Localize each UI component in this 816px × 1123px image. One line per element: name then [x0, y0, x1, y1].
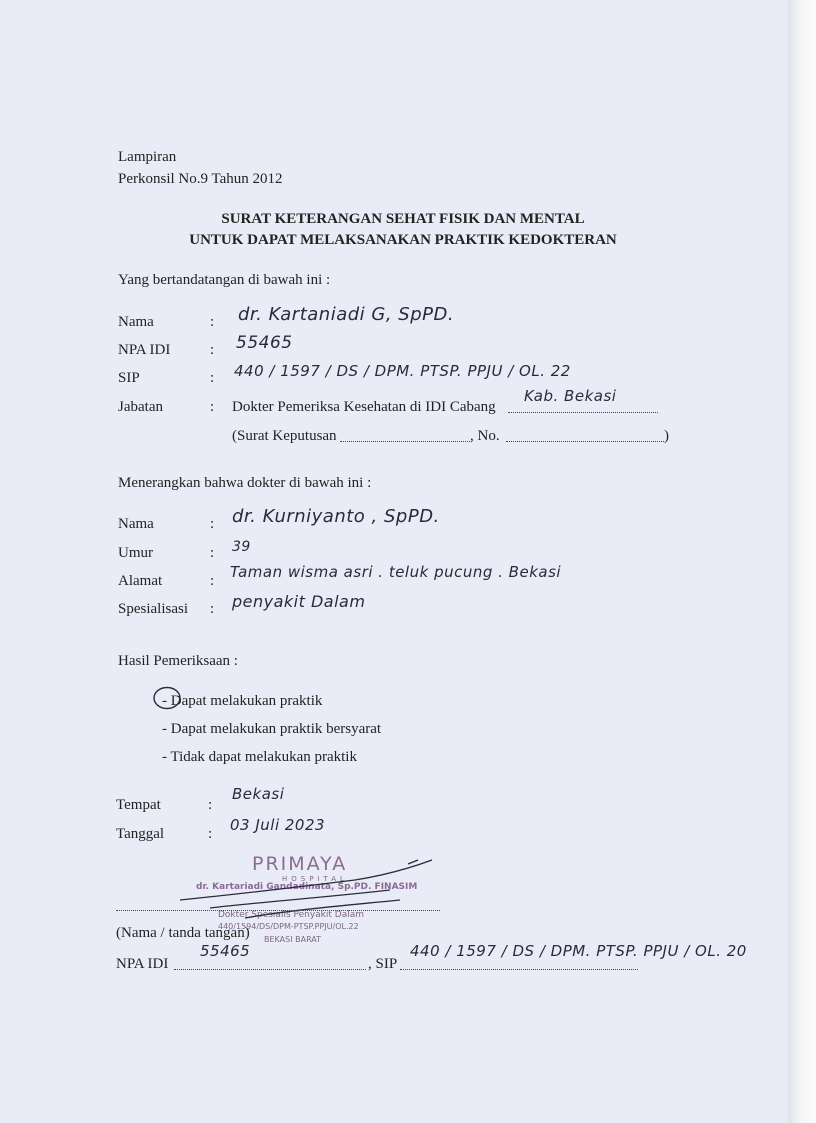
footer-sip-label: , SIP	[368, 956, 398, 972]
doctor-nama-label: Nama	[118, 516, 154, 532]
dotted-line	[506, 441, 664, 442]
dotted-line	[508, 412, 658, 413]
dotted-line	[400, 969, 638, 970]
signature-line	[116, 910, 440, 911]
sk-close: )	[664, 428, 669, 444]
npa-label: NPA IDI	[118, 342, 171, 358]
colon: :	[210, 314, 215, 330]
section1-intro: Yang bertandatangan di bawah ini :	[118, 272, 331, 288]
doctor-specialty: penyakit Dalam	[232, 592, 366, 611]
nama-ttd-label: (Nama / tanda tangan)	[116, 925, 250, 941]
section2-intro: Menerangkan bahwa dokter di bawah ini :	[118, 475, 372, 491]
option-dapat: - Dapat melakukan praktik	[162, 693, 323, 709]
scan-edge	[788, 0, 816, 1123]
jabatan-label: Jabatan	[118, 399, 163, 415]
stamp-doctor: dr. Kartariadi Gandadinata, Sp.PD. FINASIM	[196, 882, 418, 892]
nama-label: Nama	[118, 314, 154, 330]
hasil-label: Hasil Pemeriksaan :	[118, 653, 238, 669]
colon: :	[208, 797, 213, 813]
stamp-brand: PRIMAYA	[252, 853, 348, 875]
colon: :	[210, 370, 215, 386]
alamat-label: Alamat	[118, 573, 163, 589]
jabatan-text: Dokter Pemeriksa Kesehatan di IDI Cabang	[232, 399, 496, 415]
colon: :	[208, 826, 213, 842]
stamp-role: Dokter Spesialis Penyakit Dalam	[218, 910, 365, 920]
stamp-location: BEKASI BARAT	[264, 935, 322, 944]
tempat-label: Tempat	[116, 797, 161, 813]
examiner-sip: 440 / 1597 / DS / DPM. PTSP. PPJU / OL. 22	[234, 362, 571, 380]
date-value: 03 Juli 2023	[230, 816, 326, 834]
lampiran-label: Lampiran	[118, 149, 177, 165]
option-tidak: - Tidak dapat melakukan praktik	[162, 749, 357, 765]
doctor-address: Taman wisma asri . teluk pucung . Bekasi	[230, 563, 562, 581]
footer-npa-label: NPA IDI	[116, 956, 169, 972]
colon: :	[210, 573, 215, 589]
doctor-age: 39	[232, 539, 251, 555]
stamp-sip: 440/1594/DS/DPM-PTSP.PPJU/OL.22	[218, 922, 359, 931]
document-title-line2: UNTUK DAPAT MELAKSANAKAN PRAKTIK KEDOKTERAN	[189, 232, 617, 248]
examiner-name: dr. Kartaniadi G, SpPD.	[238, 304, 455, 325]
dotted-line	[174, 969, 366, 970]
footer-npa-value: 55465	[200, 942, 251, 960]
option-bersyarat: - Dapat melakukan praktik bersyarat	[162, 721, 382, 737]
document-title-line1: SURAT KETERANGAN SEHAT FISIK DAN MENTAL	[221, 211, 585, 227]
perkonsil-ref: Perkonsil No.9 Tahun 2012	[118, 171, 283, 187]
dotted-line	[340, 441, 470, 442]
colon: :	[210, 399, 215, 415]
footer-sip-value: 440 / 1597 / DS / DPM. PTSP. PPJU / OL. 20	[410, 942, 747, 960]
colon: :	[210, 601, 215, 617]
umur-label: Umur	[118, 545, 153, 561]
sk-label: (Surat Keputusan	[232, 428, 337, 444]
colon: :	[210, 545, 215, 561]
place-value: Bekasi	[232, 785, 285, 803]
spesialisasi-label: Spesialisasi	[118, 601, 188, 617]
examiner-npa: 55465	[236, 333, 293, 353]
sk-no-label: , No.	[470, 428, 500, 444]
idi-branch: Kab. Bekasi	[524, 387, 617, 405]
stamp-brand-sub: HOSPITAL	[282, 875, 348, 883]
colon: :	[210, 516, 215, 532]
sip-label: SIP	[118, 370, 140, 386]
doctor-name: dr. Kurniyanto , SpPD.	[232, 506, 440, 527]
colon: :	[210, 342, 215, 358]
tanggal-label: Tanggal	[116, 826, 165, 842]
